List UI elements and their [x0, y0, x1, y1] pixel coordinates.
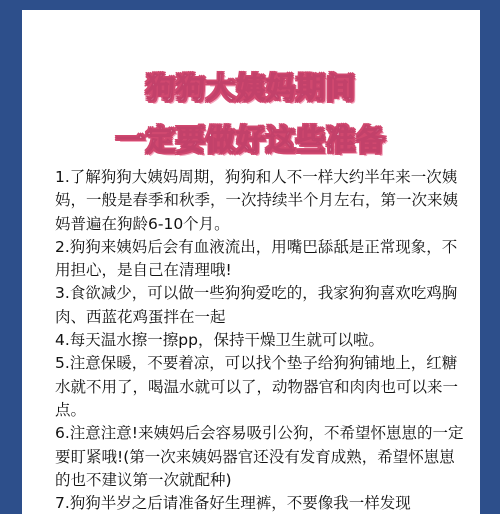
tip-item-4: 4.每天温水擦一擦pp，保持干燥卫生就可以啦。: [55, 331, 384, 350]
tip-item-6: 6.注意注意!来姨妈后会容易吸引公狗，不希望怀崽崽的一定要盯紧哦!(第一次来姨妈器官还没有发育成熟，希望怀崽崽的也不建议第一次就配种): [55, 424, 464, 489]
title-line-1: 狗狗大姨妈期间: [145, 71, 356, 105]
tip-item-5: 5.注意保暖，不要着凉，可以找个垫子给狗狗铺地上，红糖水就不用了，喝温水就可以了，动物器官和肉肉也可以来一点。: [55, 354, 459, 419]
tips-list: [55, 166, 467, 514]
tip-item-1: 1.了解狗狗大姨妈周期，狗狗和人不一样大约半年来一次姨妈，一般是春季和秋季，一次持续半个月左右，第一次来姨妈普遍在狗龄6-10个月。: [55, 168, 459, 233]
title-line-2: 一定要做好这些准备: [115, 123, 386, 157]
tip-item-2: 2.狗狗来姨妈后会有血液流出，用嘴巴舔舐是正常现象，不用担心，是自己在清理哦!: [55, 237, 458, 280]
tip-item-3: 3.食欲减少，可以做一些狗狗爱吃的，我家狗狗喜欢吃鸡胸肉、西蓝花鸡蛋拌在一起: [55, 284, 458, 326]
content-card: [22, 10, 480, 514]
tip-item-7: 7.狗狗半岁之后请准备好生理裤，不要像我一样发现: [55, 494, 411, 513]
